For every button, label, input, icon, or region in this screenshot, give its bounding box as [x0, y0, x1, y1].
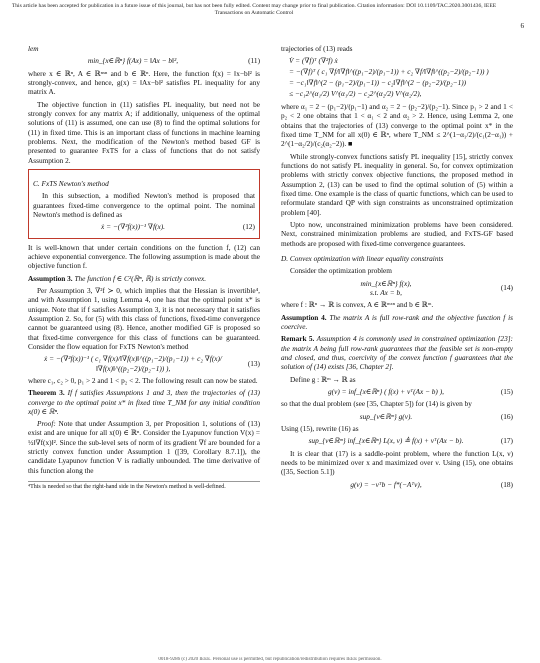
equation-17-number: (17): [500, 436, 513, 446]
equation-18-number: (18): [500, 479, 513, 489]
equation-15-number: (15): [500, 386, 513, 396]
highlight-box: [28, 169, 260, 239]
derivative-block: [289, 56, 513, 100]
assumption-4: [281, 313, 513, 332]
footer-cut-off: 0018-9286 (c) 2020 IEEE. Personal use is permitted, but republication/redistribution requires IEEE permission.: [158, 657, 382, 662]
paragraph-where-13: where c₁, c₂ > 0, p₁ > 2 and 1 < p₂ < 2. The following result can now be stated.: [28, 375, 258, 385]
equation-14-line-2: s.t. Ax = b,: [370, 287, 402, 297]
equation-17: [281, 436, 513, 445]
paragraph-per-assumption: Per Assumption 3, ∇²f ≻ 0, which implies that the Hessian is invertible⁴, and with Assumption 1, using Lemma 4, one has that the optimal point x* is unique. Note that if f satisfies Assumption 3, it is not necessary that it satisfies Assumption 2. So, for (5) with this class of functions, fixed-time convergence cannot be guaranteed using (8). Hence, another modified GF is proposed so that fixed-time convergence for this class of functions can be guaranteed. Consider the flow equation for FxTS Newton's method: [28, 285, 260, 351]
theorem-3-text: If f satisfies Assumptions 1 and 3, then the trajectories of (13) converge to the optimal point x* in fixed time T_NM for any initial condition x(0) ∈ ℝⁿ.: [28, 388, 260, 416]
theorem-3: [28, 388, 260, 416]
page-number: 6: [520, 22, 524, 30]
equation-14-math: [281, 279, 491, 298]
assumption-3: [28, 274, 260, 283]
paragraph-where-14: where f : ℝⁿ → ℝ is convex, A ∈ ℝᵐˣⁿ and b ∈ ℝᵐ.: [281, 300, 434, 310]
paragraph-dual: so that the dual problem (see [35, Chapter 5]) for (14) is given by: [281, 399, 472, 409]
equation-13-math: ẋ = −(∇²f(x))⁻¹ ( c₁ ∇f(x)/‖∇f(x)‖^((p₁−2)/(p₁−1)) + c₂ ∇f(x)/‖∇f(x)‖^((p₂−2)/(p₂−1)) ),: [44, 354, 222, 373]
equation-11-math: min_{x∈ℝⁿ} f(Ax) = ‖Ax − b‖²,: [87, 56, 179, 66]
paragraph-where: where x ∈ ℝⁿ, A ∈ ℝⁿˣⁿ and b ∈ ℝⁿ. Here, the function f(x) = ‖x−b‖² is strongly-convex, and hence, g(x) = ‖Ax−b‖² satisfies PL inequality for any matrix A.: [28, 68, 260, 97]
paragraph-using-15: Using (15), rewrite (16) as: [281, 423, 359, 433]
derivative-line: V̇ = (∇f)ᵀ (∇²f) ẋ: [289, 56, 338, 66]
journal-notice: This article has been accepted for publication in a future issue of this journal, but has not been fully edited. Content may change prior to final publication. Citation information: DOI 10.1109/TAC.2020.3001436, IEEE Transactions on Automatic Control: [11, 3, 497, 16]
assumption-4-label: Assumption 4.: [281, 312, 327, 322]
equation-17-math: sup_{ν∈ℝᵐ} inf_{x∈ℝⁿ} L(x, ν) ≜ f(x) + νᵀ(Ax − b).: [308, 436, 464, 446]
footnote: ⁴This is needed so that the right-hand side in the Newton's method is well-defined.: [28, 481, 260, 492]
equation-14: [281, 279, 513, 298]
paragraph-define: Define g : ℝᵐ → ℝ as: [290, 374, 356, 384]
proof-label: Proof:: [37, 419, 56, 429]
lem-label: lem: [28, 44, 39, 53]
left-column: [28, 44, 260, 492]
paragraph-upto: Upto now, unconstrained minimization problems have been considered. Next, constrained minimization problems are studied, and FxTS-GF based methods are proposed with fixed-time convergence guarantees.: [281, 220, 513, 248]
section-d-title: D. Convex optimization with linear equality constraints: [281, 254, 444, 263]
proof: [28, 419, 260, 475]
assumption-4-text: The matrix A is full row-rank and the objective function f is coercive.: [281, 312, 513, 331]
proof-text: Note that under Assumption 3, per Proposition 1, solutions of (13) exist and are unique for all x(0) ∈ ℝⁿ. Consider the Lyapunov function V(x) = ½‖∇f(x)‖². Since the sub-level sets of norm of its gradient ∇f are bounded for a strictly convex function under Assumption 1 ([39, Corollary 8.7.1]), the candidate Lyapunov function V is radially unbounded. The time derivative of this function along the: [28, 419, 261, 475]
assumption-3-label: Assumption 3.: [28, 273, 73, 283]
paragraph-trajectories: trajectories of (13) reads: [281, 44, 353, 53]
paragraph-while: While strongly-convex functions satisfy PL inequality [15], strictly convex functions do not satisfy PL inequality in general. So, for convex optimization problems with strictly convex objective functions, the proposed method in Assumption 2, (13) can be used to find the optimal solution of (5) within a fixed time. One example is the class of quartic functions, which can be used to reformulate standard QP with sign constraints as unconstrained optimization problem [40].: [281, 151, 513, 217]
right-column: [281, 44, 513, 492]
equation-18: [281, 480, 513, 489]
paragraph-objective: The objective function in (11) satisfies PL inequality, but need not be strongly convex for any matrix A; if additionally, uniqueness of the optimal solutions of (11) is assumed, one can use (8) to find the optimal solutions for (11) in fixed time. This is an important class of functions in machine learning problems. Next, the modification of the Newton's method based GF is presented to guarantee FxTS for a class of functions that do not satisfy Assumption 2.: [28, 99, 260, 165]
remark-5-text: Assumption 4 is commonly used in constrained optimization [23]: the matrix A being full row-rank guarantees that the feasible set is non-empty and closed, and thus, coercivity of the convex function f guarantees that the solution of (14) exists [36, Chapter 2].: [281, 334, 513, 372]
equation-13-number: (13): [247, 358, 260, 368]
equation-12: [33, 222, 255, 231]
assumption-3-text: The function f ∈ C²(ℝⁿ, ℝ) is strictly convex.: [74, 273, 207, 283]
equation-15-math: g(ν) = inf_{x∈ℝⁿ} ( f(x) + νᵀ(Ax − b) ),: [328, 386, 444, 396]
derivative-line: ≤ −c₁2^(α₁/2) V^(α₁/2) − c₂2^(α₂/2) V^(α₂/2),: [289, 89, 422, 99]
remark-5-label: Remark 5.: [281, 334, 315, 344]
equation-12-number: (12): [242, 222, 255, 232]
equation-16: [281, 412, 513, 421]
remark-5: [281, 334, 513, 371]
paragraph-section-c: In this subsection, a modified Newton's method is proposed that guarantees fixed-time convergence to the optimal point. The nominal Newton's method is defined as: [33, 191, 255, 219]
section-c-title: C. FxTS Newton's method: [33, 178, 109, 188]
paragraph-wellknown: It is well-known that under certain conditions on the function f, (12) can achieve exponential convergence. The following assumption is made about the objective function f.: [28, 242, 260, 271]
equation-11: [28, 56, 260, 65]
theorem-3-label: Theorem 3.: [28, 388, 65, 398]
equation-12-math: ẋ = −(∇²f(x))⁻¹ ∇f(x).: [101, 222, 165, 232]
paragraph-consider: Consider the optimization problem: [290, 266, 392, 276]
derivative-line: = −(∇f)ᵀ ( c₁ ∇f/‖∇f‖^((p₁−2)/(p₁−1)) + c₂ ∇f/‖∇f‖^((p₂−2)/(p₂−1)) ): [289, 67, 489, 77]
equation-14-number: (14): [500, 283, 513, 293]
paragraph-saddle: It is clear that (17) is a saddle-point problem, where the function L(x, ν) needs to be minimized over x and maximized over ν. Using (15), one obtains ([35, Section 5.1]): [281, 448, 513, 477]
equation-15: [281, 387, 513, 396]
equation-16-math: sup_{ν∈ℝᵐ} g(ν).: [359, 411, 413, 421]
derivative-line: = −c₁‖∇f‖^(2 − (p₁−2)/(p₁−1)) − c₂‖∇f‖^(2 − (p₂−2)/(p₂−1)): [289, 78, 467, 88]
equation-18-math: g(ν) = −νᵀb − f*(−Aᵀν),: [350, 479, 422, 489]
paragraph-where-alpha: where α₁ = 2 − (p₁−2)/(p₁−1) and α₂ = 2 − (p₂−2)/(p₂−1). Since p₁ > 2 and 1 < p₂ < 2 one obtains that 1 < α₁ < 2 and α₂ > 2. Hence, using Lemma 2, one obtains that the trajectories of (13) converge to the optimal point x* in the fixed time T_NM for all x(0) ∈ ℝⁿ, where T_NM ≤ 2^(1−α₁/2)/(c₁(2−α₁)) + 2^(1−α₂/2)/(c₂(α₂−2)). ■: [281, 102, 513, 149]
equation-13: [28, 354, 260, 373]
equation-16-number: (16): [500, 411, 513, 421]
equation-11-number: (11): [248, 56, 260, 66]
equation-14-line-1: min_{x∈ℝⁿ} f(x),: [360, 278, 412, 288]
